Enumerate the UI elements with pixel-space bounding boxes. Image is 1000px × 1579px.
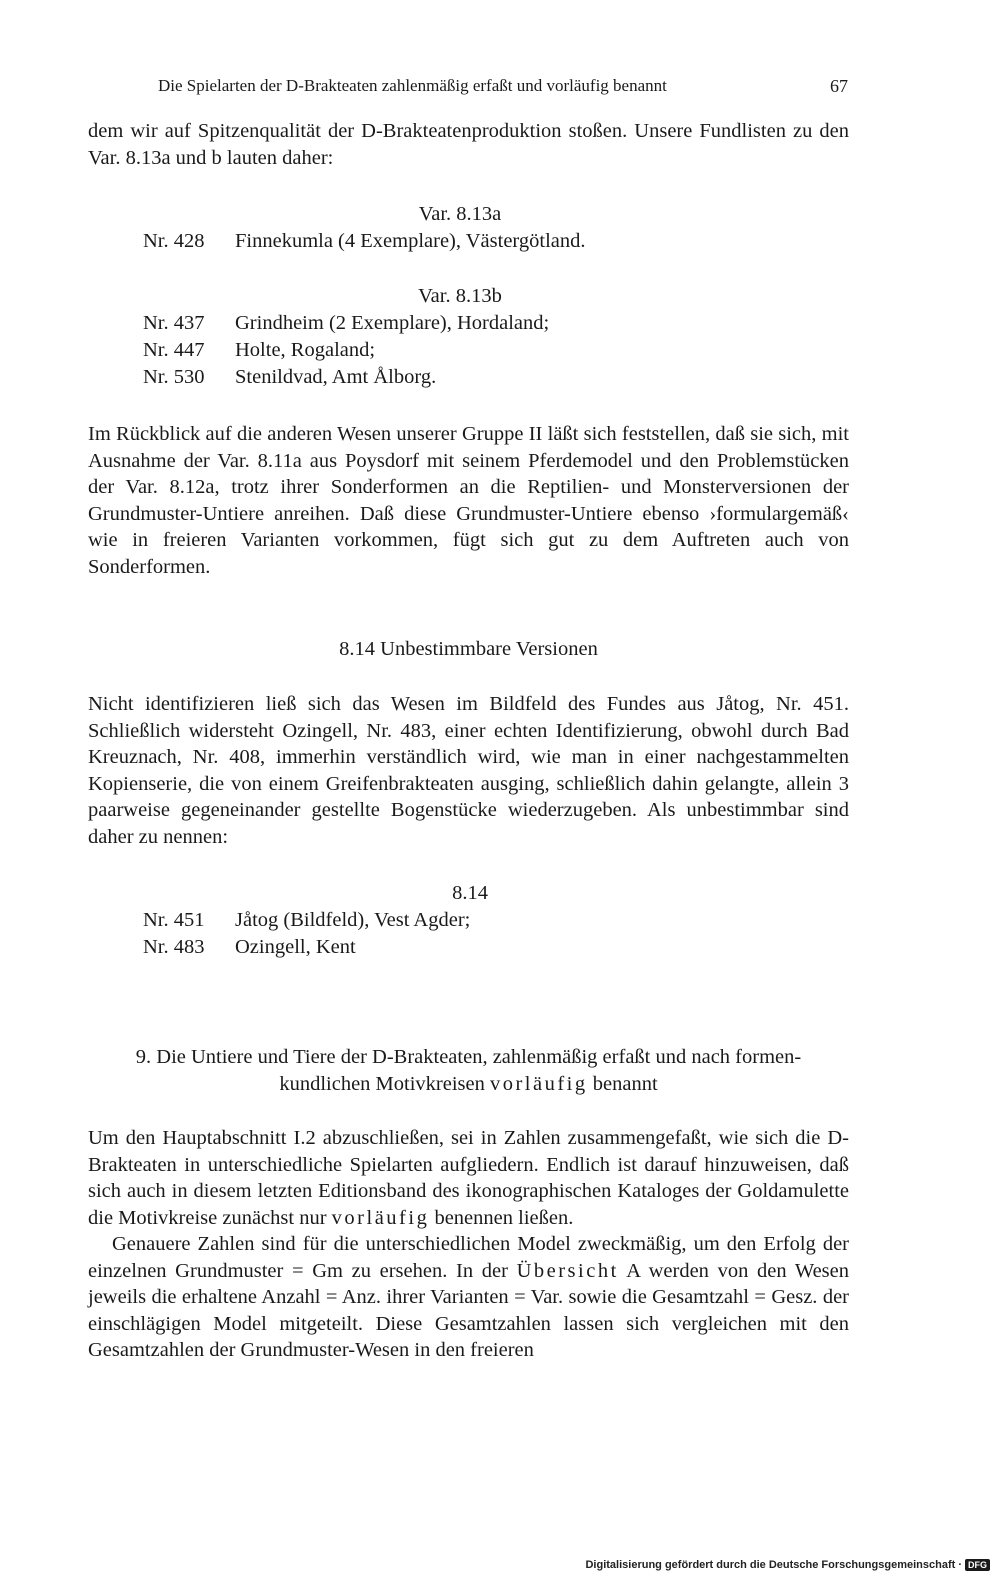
section-814-text: Nicht identifizieren ließ sich das Wesen im Bildfeld des Fundes aus Jåtog, Nr. 451. Schließlich widersteht Ozingell, Nr. 483, einer echten Identifizierung, obwohl durch Bad Kreuznach, Nr. 408, immerhin verständlich wird, wie man in einer nachgestammelten Kopienserie, die von einem Greifenbrakteaten ausging, schließlich dahin gelangte, allein 3 paarweise gegeneinander gestellte Bogenstücke wiederzugeben. Als unbestimmbar sind daher zu nennen: (88, 693, 849, 848)
section-9-paragraph-1: Um den Hauptabschnitt I.2 abzuschließen, sei in Zahlen zusammengefaßt, wie sich die D-Brakteaten in unterschiedliche Spielarten aufgliedern. Endlich ist darauf hinzuweisen, daß sich auch in diesem letzten Editionsband des ikonographischen Kataloges der Goldamulette die Motivkreise zunächst nur vorläufig benennen ließen. (88, 1127, 849, 1229)
list-item (143, 312, 549, 335)
list-title-814: 8.14 (452, 882, 488, 904)
running-header (158, 76, 848, 97)
section-9-paragraph-2: Genauere Zahlen sind für die unterschiedlichen Model zweckmäßig, um den Erfolg der einzelnen Grundmuster = Gm zu ersehen. In der Übersicht A werden von den Wesen jeweils die erhaltene Anzahl = Anz. ihrer Varianten = Var. sowie die Gesamtzahl = Gesz. der einschlägigen Model mitgeteilt. Diese Gesamtzahlen lassen sich vergleichen mit den Gesamtzahlen der Grundmuster-Wesen in den freieren (88, 1233, 849, 1361)
section-9-heading-line2: kundlichen Motivkreisen vorläufig benannt (279, 1073, 658, 1095)
list-item (143, 366, 436, 389)
find-number: Nr. 428 (143, 230, 205, 252)
section-9-body (88, 1125, 849, 1364)
spaced-emphasis: vorläufig (489, 1073, 588, 1095)
list-item (143, 230, 586, 253)
section-9-heading-line1: 9. Die Untiere und Tiere der D-Brakteaten, zahlenmäßig erfaßt und nach formen- (135, 1046, 802, 1068)
section-814-paragraph (88, 691, 849, 850)
find-number: Nr. 483 (143, 936, 205, 958)
list-title-813a: Var. 8.13a (418, 203, 502, 225)
ruckblick-text: Im Rückblick auf die anderen Wesen unserer Gruppe II läßt sich feststellen, daß sie sich, mit Ausnahme der Var. 8.11a aus Poysdorf mit seinem Pferdemodel und den Problemstücken der Var. 8.12a, trotz ihrer Sonderformen an die Reptilien- und Monsterversionen der Grundmuster-Untiere anreihen. Daß diese Grundmuster-Untiere ebenso ›formulargemäß‹ wie in freieren Varianten vorkommen, fügt sich gut zu dem Auftreten auch von Sonderformen. (88, 423, 849, 578)
section-heading-814: 8.14 Unbestimmbare Versionen (339, 638, 598, 660)
find-place: Stenildvad, Amt Ålborg. (235, 366, 437, 388)
footer-text: Digitalisierung gefördert durch die Deutsche Forschungsgemeinschaft · (585, 1559, 962, 1571)
running-title: Die Spielarten der D-Brakteaten zahlenmäßig erfaßt und vorläufig benannt (158, 76, 667, 95)
ruckblick-paragraph (88, 421, 849, 580)
find-number: Nr. 447 (143, 339, 205, 361)
find-place: Holte, Rogaland; (235, 339, 376, 361)
find-place: Finnekumla (4 Exemplare), Västergötland. (235, 230, 586, 252)
find-place: Jåtog (Bildfeld), Vest Agder; (235, 909, 471, 931)
spaced-emphasis: vorläufig (331, 1206, 430, 1229)
find-number: Nr. 451 (143, 909, 205, 931)
list-item (143, 339, 375, 362)
list-item (143, 936, 356, 959)
find-number: Nr. 530 (143, 366, 205, 388)
find-place: Ozingell, Kent (235, 936, 356, 958)
spaced-emphasis: Übersicht (516, 1259, 619, 1282)
digitization-footer (585, 1559, 990, 1571)
page-number: 67 (830, 76, 848, 96)
intro-paragraph (88, 118, 849, 171)
list-item (143, 909, 470, 932)
intro-text: dem wir auf Spitzenqualität der D-Brakteatenproduktion stoßen. Unsere Fundlisten zu den Var. 8.13a und b lauten daher: (88, 120, 849, 169)
dfg-logo: DFG (965, 1559, 990, 1571)
section-heading-9 (88, 1044, 849, 1098)
find-number: Nr. 437 (143, 312, 205, 334)
list-title-813b: Var. 8.13b (418, 285, 502, 307)
find-place: Grindheim (2 Exemplare), Hordaland; (235, 312, 550, 334)
